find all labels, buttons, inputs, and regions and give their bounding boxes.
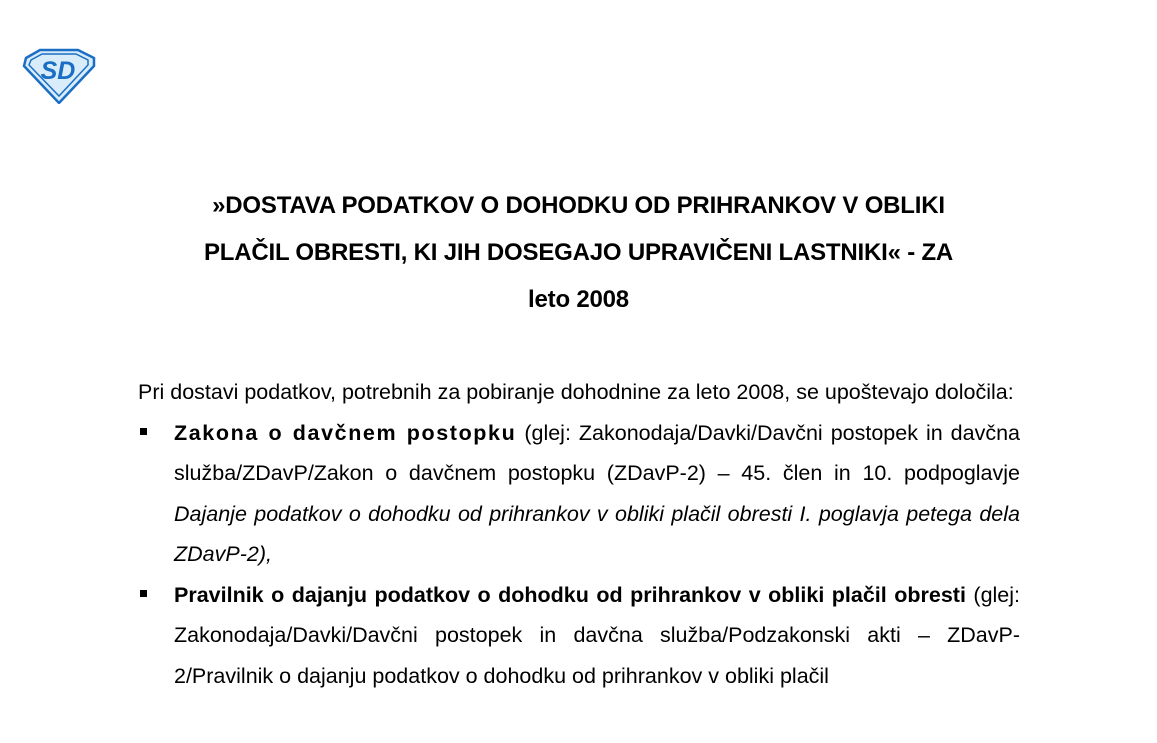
item-text: (glej: Zakonodaja/Davki/Davčni postopek in davčna služba/Podzakonski akti – ZDavP-2/Pravilnik o dajanju podatkov o dohodku od prihrankov v obliki plačil: [174, 582, 1021, 688]
item-italic: Dajanje podatkov o dohodku od prihrankov v obliki plačil obresti I. poglavja petega dela ZDavP-2),: [174, 501, 1020, 566]
item-bold: Pravilnik o dajanju podatkov o dohodku od prihrankov v obliki plačil obresti: [174, 582, 966, 607]
title-line-3: leto 2008: [528, 286, 629, 313]
bullet-marker-icon: [140, 428, 147, 435]
list-item: [138, 575, 1020, 697]
logo-text: SD: [40, 57, 76, 85]
diamond-logo-icon: [22, 48, 96, 104]
item-text: (glej: Zakonodaja/Davki/Davčni postopek in davčna služba/ZDavP/Zakon o davčnem postopku (ZDavP-2) – 45. člen in 10. podpoglavje: [174, 420, 1021, 485]
title-line-2: PLAČIL OBRESTI, KI JIH DOSEGAJO UPRAVIČENI LASTNIKI« - ZA: [203, 239, 954, 266]
item-bold: Zakona o davčnem postopku: [174, 420, 517, 445]
bullet-marker-icon: [140, 590, 147, 597]
document-body: [138, 372, 1020, 696]
provisions-list: [138, 413, 1020, 697]
intro-paragraph: Pri dostavi podatkov, potrebnih za pobiranje dohodnine za leto 2008, se upoštevajo določila:: [138, 380, 1014, 404]
document-title: [100, 182, 1057, 323]
title-line-1: »DOSTAVA PODATKOV O DOHODKU OD PRIHRANKOV V OBLIKI: [212, 192, 945, 219]
list-item: [138, 413, 1020, 575]
